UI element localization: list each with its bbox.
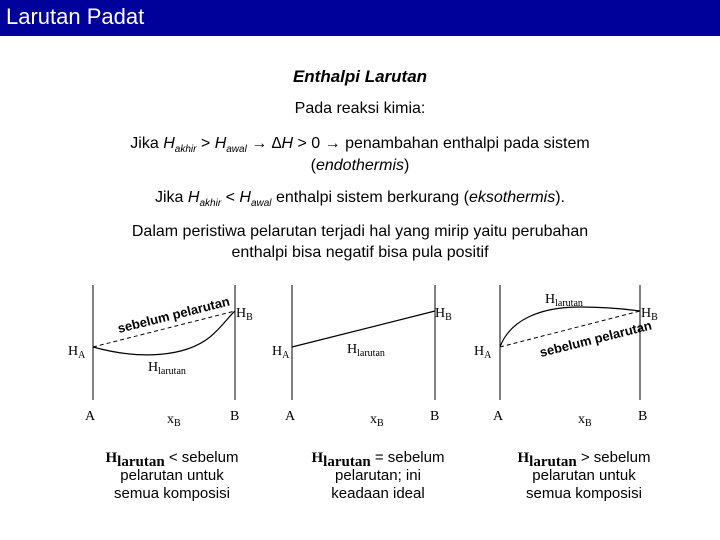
exo-rest: enthalpi sistem berkurang ( [271,189,469,206]
label-ha: $H_A$ [272,344,290,361]
tick-a: A [285,409,296,424]
endo-prefix: Jika [130,135,164,152]
caption-ideal [278,449,478,503]
endo-delta: ∆H [271,135,294,152]
label-hb: $H_B$ [236,306,253,323]
caption-line-1: $H_{larutan}$ > sebelum [517,449,651,470]
label-hlarutan: $H_{larutan}$ [347,342,385,359]
tick-b: B [638,409,648,424]
diagram-negative [68,285,253,429]
slide-title: Larutan Padat [6,4,145,29]
subheading: Pada reaksi kimia: [294,100,426,117]
tick-xb: $x_B$ [578,412,592,429]
endo-h1: H [163,135,175,152]
caption-line-3: semua komposisi [526,485,642,502]
endo-gt: > [196,135,215,152]
paragraph-line-1: Dalam peristiwa pelarutan terjadi hal yang mirip yaitu perubahan [131,223,589,240]
tick-xb: $x_B$ [370,412,384,429]
endothermic-term [0,156,720,176]
endo-h2-sub: awal [226,144,247,156]
caption-line-2: pelarutan untuk [532,467,636,484]
endo-arrow1: → [246,135,272,152]
exo-word: eksothermis [468,189,556,206]
endothermic-statement [0,134,720,154]
section-heading: Enthalpi Larutan [292,67,428,86]
endo-arrow2: → [324,135,341,152]
label-sebelum-pelarutan: sebelum pelarutan [116,293,232,336]
caption-negative [72,449,272,503]
endo-zero: > 0 [293,135,325,152]
caption-line-2: pelarutan; ini [335,467,421,484]
endo-paren-close: ) [404,157,410,174]
caption-line-3: semua komposisi [114,485,230,502]
tick-b: B [430,409,440,424]
label-hb: $H_B$ [641,306,658,323]
label-hlarutan: $H_{larutan}$ [545,292,583,309]
exo-h2-sub: awal [250,198,272,210]
label-sebelum-pelarutan: sebelum pelarutan [538,317,654,360]
endo-h2: H [214,135,227,152]
exo-h1-sub: akhir [199,198,222,210]
diagram-ideal [272,285,452,429]
endo-word: endothermis [315,157,405,174]
label-ha: $H_A$ [474,344,492,361]
label-hb: $H_B$ [435,306,452,323]
title-bar [0,0,720,36]
exo-lt: < [221,189,240,206]
caption-line-2: pelarutan untuk [120,467,224,484]
caption-positive [484,449,684,503]
caption-line-1: $H_{larutan}$ < sebelum [105,449,239,470]
exo-h1: H [187,189,200,206]
exo-h2: H [239,189,251,206]
exo-tail: ). [555,189,565,206]
diagram-positive [474,285,658,429]
endo-paren-open: ( [310,157,316,174]
label-hlarutan: $H_{larutan}$ [148,360,186,377]
endo-h1-sub: akhir [174,144,197,156]
enthalpy-diagrams [0,285,720,429]
tick-a: A [493,409,504,424]
tick-a: A [85,409,96,424]
exo-prefix: Jika [155,189,188,206]
exothermic-statement [0,188,720,208]
paragraph-line-2: enthalpi bisa negatif bisa pula positif [231,244,489,261]
tick-xb: $x_B$ [167,412,181,429]
caption-line-1: $H_{larutan}$ = sebelum [311,449,445,470]
caption-line-3: keadaan ideal [331,485,425,502]
label-ha: $H_A$ [68,344,86,361]
tick-b: B [230,409,240,424]
ideal-line [292,311,435,347]
endo-rest: penambahan enthalpi pada sistem [340,135,590,152]
